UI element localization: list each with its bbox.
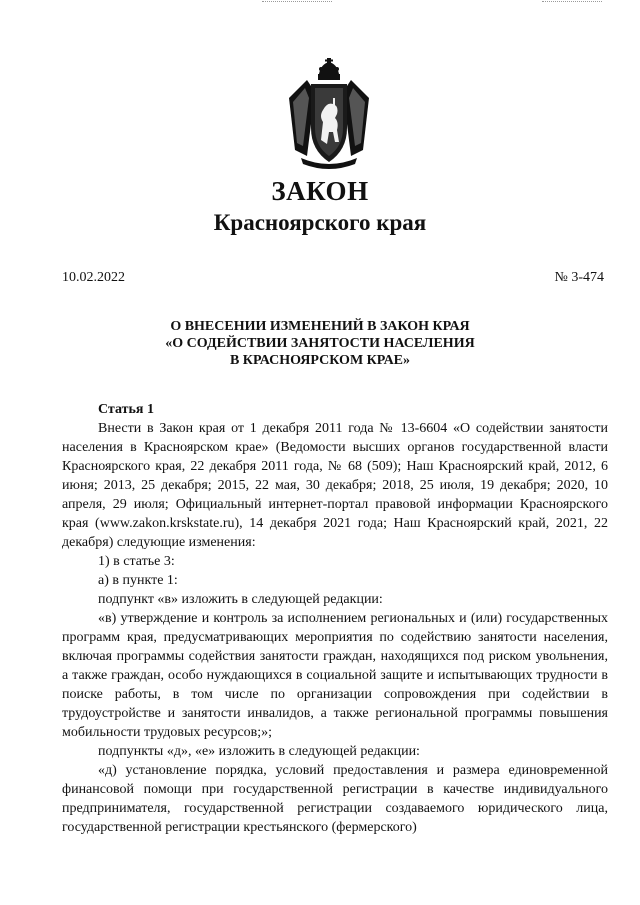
heading-line: «О СОДЕЙСТВИИ ЗАНЯТОСТИ НАСЕЛЕНИЯ	[165, 336, 475, 351]
law-subtitle: Красноярского края	[213, 210, 427, 235]
law-heading	[0, 318, 640, 369]
law-body	[62, 400, 608, 837]
heading-line: О ВНЕСЕНИИ ИЗМЕНЕНИЙ В ЗАКОН КРАЯ	[170, 319, 470, 334]
article-title: Статья 1	[98, 402, 154, 417]
list-item: подпункты «д», «е» изложить в следующей редакции:	[98, 744, 420, 759]
scan-top-marks	[0, 0, 640, 6]
law-date: 10.02.2022	[62, 270, 125, 285]
paragraph: «д) установление порядка, условий предоставления и размера единовременной финансовой помощи при государственной регистрации в качестве индивидуального предпринимателя, государственной регистрации создаваемого юридического лица, государственной регистрации крестьянского (фермерского)	[62, 763, 608, 835]
coat-of-arms-icon	[285, 58, 373, 170]
list-item: подпункт «в» изложить в следующей редакции:	[98, 592, 383, 607]
list-item: а) в пункте 1:	[98, 573, 178, 588]
heading-line: В КРАСНОЯРСКОМ КРАЕ»	[229, 353, 411, 368]
law-number: № 3-474	[554, 270, 604, 285]
law-title: ЗАКОН	[271, 176, 369, 206]
paragraph: «в) утверждение и контроль за исполнением региональных и (или) государственных программ края, предусматривающих мероприятия по содействию занятости населения, включая программы содействия занятости граждан, находящихся под риском увольнения, а также граждан, особо нуждающихся в социальной защите и испытывающих трудности в поиске работы, в том числе по организации сопровождения при содействии в трудоустройстве и занятости инвалидов, а также региональной программы повышения мобильности трудовых ресурсов;»;	[62, 611, 608, 740]
paragraph: Внести в Закон края от 1 декабря 2011 года № 13-6604 «О содействии занятости населения в Красноярском крае» (Ведомости высших органов государственной власти Красноярского края, 22 декабря 2011 года, № 68 (509); Наш Красноярский край, 2012, 6 июня; 2013, 25 декабря; 2015, 22 мая, 30 декабря; 2018, 25 июля, 19 декабря; 2020, 10 апреля, 29 июля; Официальный интернет-портал правовой информации Красноярского края (www.zakon.krskstate.ru), 14 декабря 2021 года; Наш Красноярский край, 2021, 22 декабря) следующие изменения:	[62, 421, 608, 550]
list-item: 1) в статье 3:	[98, 554, 175, 569]
